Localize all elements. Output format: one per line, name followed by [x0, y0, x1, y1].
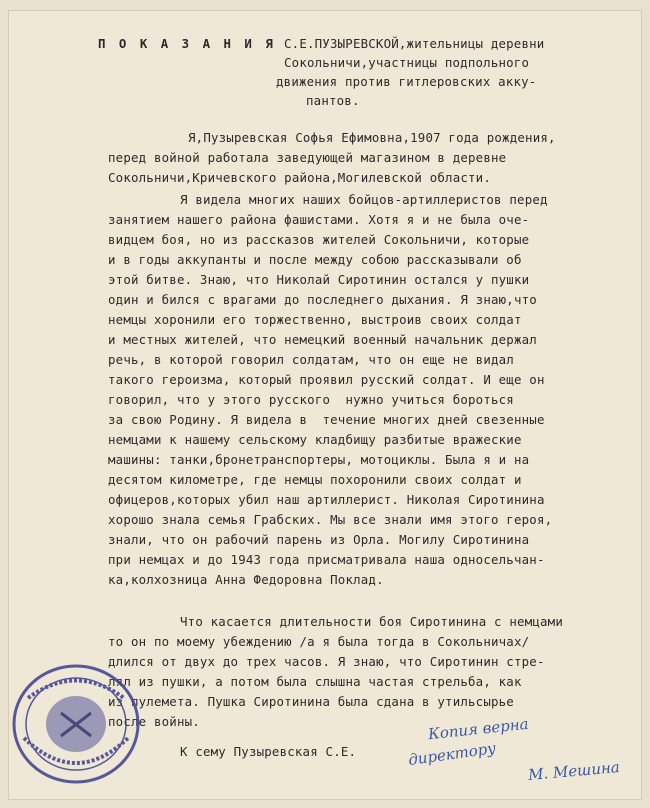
paragraph-line: ка,колхозница Анна Федоровна Поклад. [108, 572, 384, 587]
header-line: движения против гитлеровских акку- [276, 74, 537, 89]
handwritten-line: Копия верна [427, 714, 530, 744]
paragraph-line: из пулемета. Пушка Сиротинина была сдана в утильсырье [108, 694, 514, 709]
closing-signature: К сему Пузыревская С.Е. [180, 744, 357, 759]
paragraph-line: за свою Родину. Я видела в течение многих дней свезенные [108, 412, 545, 427]
paragraph-line: офицеров,которых убил наш артиллерист. Николая Сиротинина [108, 492, 545, 507]
paragraph-line: Что касается длительности боя Сиротинина с немцами [180, 614, 563, 629]
paragraph-line: Я видела многих наших бойцов-артиллеристов перед [180, 192, 548, 207]
document-title: П О К А З А Н И Я [98, 36, 276, 51]
paragraph-line: один и бился с врагами до последнего дыхания. Я знаю,что [108, 292, 537, 307]
paragraph-line: немцы хоронили его торжественно, выстроив своих солдат [108, 312, 522, 327]
paragraph-line: видцем боя, но из рассказов жителей Сокольничи, которые [108, 232, 530, 247]
stamp-seal [14, 666, 138, 782]
paragraph-line: этой битве. Знаю, что Николай Сиротинин остался у пушки [108, 272, 530, 287]
paragraph-line: Сокольничи,Кричевского района,Могилевской области. [108, 170, 491, 185]
header-line: пантов. [306, 93, 360, 108]
header-line: Сокольничи,участницы подпольного [284, 55, 530, 70]
header-line: С.Е.ПУЗЫРЕВСКОЙ,жительницы деревни [284, 36, 545, 51]
paragraph-line: знали, что он рабочий парень из Орла. Могилу Сиротинина [108, 532, 530, 547]
paragraph-line: немцами к нашему сельскому кладбищу разбитые вражеские [108, 432, 522, 447]
paragraph-line: речь, в которой говорил солдатам, что он еще не видал [108, 352, 514, 367]
paragraph-line: при немцах и до 1943 года присматривала наша односельчан- [108, 552, 545, 567]
paragraph-line: лял из пушки, а потом была слышна частая стрельба, как [108, 674, 522, 689]
paragraph-line: то он по моему убеждению /а я была тогда в Сокольничах/ [108, 634, 530, 649]
paragraph-line: и в годы аккупанты и после между собою рассказывали об [108, 252, 522, 267]
paragraph-line: хорошо знала семья Грабских. Мы все знали имя этого героя, [108, 512, 553, 527]
paragraph-line: после войны. [108, 714, 200, 729]
paragraph-line: говорил, что у этого русского нужно учиться бороться [108, 392, 514, 407]
handwritten-line: директору [407, 738, 497, 770]
handwritten-line: М. Мешина [527, 758, 621, 784]
paragraph-line: такого героизма, который проявил русский солдат. И еще он [108, 372, 545, 387]
paragraph-line: перед войной работала заведующей магазином в деревне [108, 150, 507, 165]
paragraph-line: и местных жителей, что немецкий военный начальник держал [108, 332, 537, 347]
paragraph-line: длился от двух до трех часов. Я знаю, что Сиротинин стре- [108, 654, 545, 669]
official-stamp [6, 658, 146, 788]
paragraph-line: десятом километре, где немцы похоронили своих солдат и [108, 472, 522, 487]
paragraph-line: занятием нашего района фашистами. Хотя я и не была оче- [108, 212, 530, 227]
paragraph-line: Я,Пузыревская Софья Ефимовна,1907 года рождения, [188, 130, 556, 145]
paragraph-line: машины: танки,бронетранспортеры, мотоциклы. Была я и на [108, 452, 530, 467]
